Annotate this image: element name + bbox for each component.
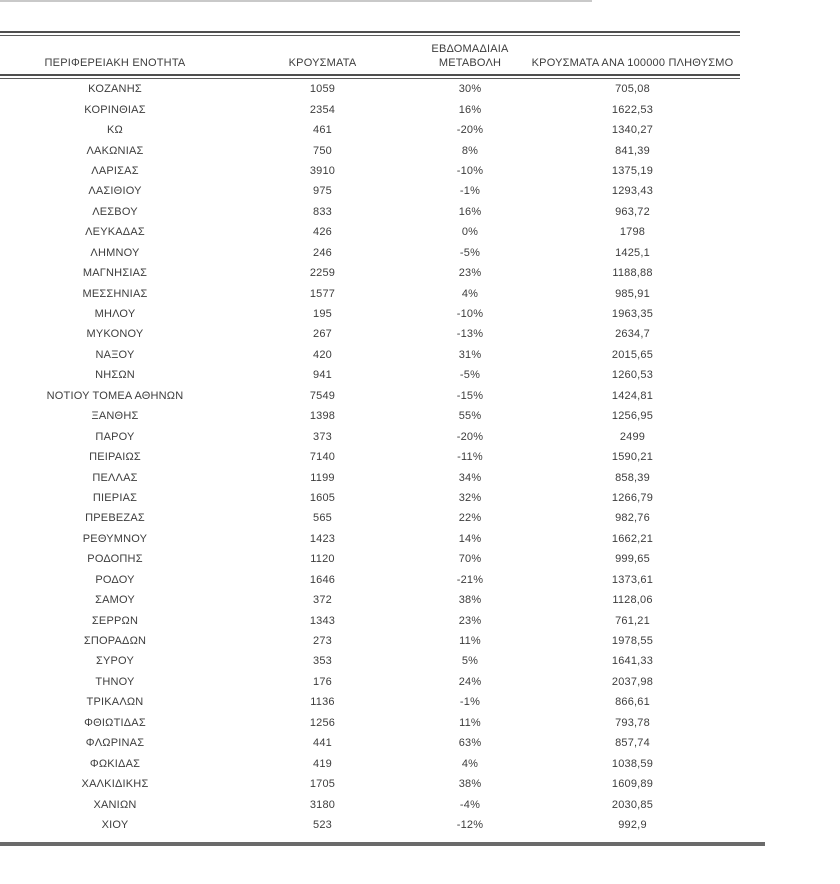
region-cell: ΝΗΣΩΝ bbox=[95, 369, 135, 382]
cases-cell: 1423 bbox=[309, 532, 336, 545]
table-bottom-rule bbox=[0, 842, 765, 846]
region-cell: ΚΟΖΑΝΗΣ bbox=[88, 83, 142, 96]
cases-cell: 1398 bbox=[309, 410, 336, 423]
cases-per-100k-cell: 866,61 bbox=[615, 696, 650, 709]
cases-cell: 426 bbox=[313, 226, 332, 239]
cases-per-100k-cell: 1978,55 bbox=[611, 635, 654, 648]
cases-per-100k-cell: 2015,65 bbox=[611, 348, 654, 361]
cases-cell: 1605 bbox=[309, 491, 336, 504]
table-row bbox=[0, 283, 740, 303]
cases-per-100k-cell: 982,76 bbox=[615, 512, 650, 525]
table-row bbox=[0, 79, 740, 99]
weekly-change-cell: -21% bbox=[456, 573, 484, 586]
region-cell: ΧΙΟΥ bbox=[101, 818, 129, 831]
table-row bbox=[0, 263, 740, 283]
cases-per-100k-cell: 1425,1 bbox=[615, 246, 650, 259]
cases-per-100k-cell: 1038,59 bbox=[611, 757, 654, 770]
cases-cell: 195 bbox=[313, 308, 332, 321]
weekly-change-cell: 11% bbox=[459, 635, 481, 648]
region-cell: ΜΕΣΣΗΝΙΑΣ bbox=[82, 287, 148, 300]
cases-cell: 975 bbox=[313, 185, 332, 198]
cases-per-100k-cell: 999,65 bbox=[615, 553, 650, 566]
cases-cell: 1120 bbox=[310, 553, 335, 566]
table-row bbox=[0, 672, 740, 692]
region-cell: ΝΑΞΟΥ bbox=[95, 348, 135, 361]
table-row bbox=[0, 570, 740, 590]
weekly-change-cell: -10% bbox=[456, 164, 484, 177]
table-row bbox=[0, 161, 740, 181]
region-cell: ΜΗΛΟΥ bbox=[94, 308, 136, 321]
cases-cell: 1577 bbox=[309, 287, 336, 300]
table-row bbox=[0, 120, 740, 140]
cases-per-100k-cell: 1260,53 bbox=[611, 369, 654, 382]
weekly-change-cell: -4% bbox=[459, 798, 481, 811]
cases-per-100k-cell: 2499 bbox=[619, 430, 646, 443]
cases-cell: 353 bbox=[313, 655, 332, 668]
table-row bbox=[0, 202, 740, 222]
weekly-change-cell: 31% bbox=[458, 348, 482, 361]
cases-cell: 1343 bbox=[309, 614, 336, 627]
cases-cell: 833 bbox=[313, 205, 332, 218]
weekly-change-cell: 4% bbox=[461, 757, 479, 770]
weekly-change-cell: 55% bbox=[458, 410, 482, 423]
top-edge-crop-line bbox=[0, 0, 592, 2]
cases-cell: 7549 bbox=[309, 389, 336, 402]
weekly-change-cell: 38% bbox=[458, 778, 482, 791]
cases-per-100k-cell: 1375,19 bbox=[611, 164, 654, 177]
region-cell: ΤΗΝΟΥ bbox=[95, 675, 135, 688]
cases-per-100k-cell: 1188,88 bbox=[612, 267, 653, 280]
region-cell: ΠΕΛΛΑΣ bbox=[92, 471, 138, 484]
table-row bbox=[0, 610, 740, 630]
weekly-change-cell: -15% bbox=[456, 389, 484, 402]
table-row bbox=[0, 386, 740, 406]
cases-cell: 1256 bbox=[309, 716, 336, 729]
table-row bbox=[0, 733, 740, 753]
table-row bbox=[0, 488, 740, 508]
table-row bbox=[0, 365, 740, 385]
cases-per-100k-cell: 857,74 bbox=[615, 737, 650, 750]
cases-per-100k-cell: 841,39 bbox=[615, 144, 650, 157]
weekly-change-cell: 5% bbox=[461, 655, 479, 668]
region-cell: ΤΡΙΚΑΛΩΝ bbox=[86, 696, 144, 709]
table-row bbox=[0, 529, 740, 549]
weekly-change-cell: 30% bbox=[458, 83, 482, 96]
weekly-change-cell: 34% bbox=[458, 471, 482, 484]
cases-cell: 419 bbox=[313, 757, 332, 770]
cases-per-100k-cell: 793,78 bbox=[615, 716, 650, 729]
cases-per-100k-cell: 1293,43 bbox=[611, 185, 654, 198]
cases-cell: 1136 bbox=[310, 696, 335, 709]
column-header-cases-per-100k: ΚΡΟΥΣΜΑΤΑ ΑΝΑ 100000 ΠΛΗΘΥΣΜΟ bbox=[531, 57, 734, 69]
weekly-change-cell: -13% bbox=[456, 328, 484, 341]
cases-cell: 3180 bbox=[309, 798, 336, 811]
region-cell: ΦΘΙΩΤΙΔΑΣ bbox=[84, 716, 146, 729]
cases-cell: 565 bbox=[313, 512, 332, 525]
region-cell: ΛΕΣΒΟΥ bbox=[92, 205, 138, 218]
cases-per-100k-cell: 963,72 bbox=[615, 205, 650, 218]
region-cell: ΛΑΡΙΣΑΣ bbox=[91, 164, 139, 177]
weekly-change-cell: 24% bbox=[458, 675, 482, 688]
weekly-change-cell: 8% bbox=[461, 144, 479, 157]
region-cell: ΞΑΝΘΗΣ bbox=[91, 410, 139, 423]
table-row bbox=[0, 651, 740, 671]
region-cell: ΠΡΕΒΕΖΑΣ bbox=[85, 512, 145, 525]
cases-cell: 941 bbox=[313, 369, 332, 382]
weekly-change-cell: 14% bbox=[458, 532, 482, 545]
weekly-change-cell: -1% bbox=[459, 185, 481, 198]
cases-per-100k-cell: 1609,89 bbox=[611, 778, 654, 791]
cases-cell: 523 bbox=[313, 818, 332, 831]
cases-per-100k-cell: 992,9 bbox=[618, 818, 647, 831]
region-cell: ΣΕΡΡΩΝ bbox=[91, 614, 139, 627]
table-row bbox=[0, 753, 740, 773]
cases-cell: 1705 bbox=[309, 778, 336, 791]
region-cell: ΛΑΚΩΝΙΑΣ bbox=[86, 144, 144, 157]
table-row bbox=[0, 692, 740, 712]
cases-per-100k-cell: 1590,21 bbox=[611, 451, 654, 464]
region-cell: ΛΗΜΝΟΥ bbox=[90, 246, 140, 259]
weekly-change-cell: 70% bbox=[458, 553, 482, 566]
region-cell: ΧΑΝΙΩΝ bbox=[93, 798, 137, 811]
table-row bbox=[0, 140, 740, 160]
cases-cell: 373 bbox=[313, 430, 332, 443]
cases-per-100k-cell: 1424,81 bbox=[611, 389, 654, 402]
region-cell: ΝΟΤΙΟΥ ΤΟΜΕΑ ΑΘΗΝΩΝ bbox=[46, 389, 184, 402]
region-cell: ΦΛΩΡΙΝΑΣ bbox=[85, 737, 145, 750]
cases-per-100k-cell: 2030,85 bbox=[611, 798, 654, 811]
region-cell: ΣΠΟΡΑΔΩΝ bbox=[83, 635, 147, 648]
weekly-change-cell: 22% bbox=[458, 512, 482, 525]
weekly-change-cell: -11% bbox=[457, 451, 483, 464]
cases-per-100k-cell: 1641,33 bbox=[611, 655, 654, 668]
table-header-row bbox=[0, 36, 740, 74]
region-cell: ΛΑΣΙΘΙΟΥ bbox=[88, 185, 142, 198]
table-row bbox=[0, 345, 740, 365]
weekly-change-cell: -20% bbox=[456, 124, 484, 137]
cases-cell: 7140 bbox=[309, 451, 336, 464]
region-cell: ΡΕΘΥΜΝΟΥ bbox=[82, 532, 148, 545]
cases-cell: 461 bbox=[313, 124, 332, 137]
weekly-change-cell: 11% bbox=[459, 716, 481, 729]
table-row bbox=[0, 304, 740, 324]
weekly-change-cell: -5% bbox=[459, 369, 481, 382]
weekly-change-cell: 23% bbox=[458, 614, 482, 627]
table-row bbox=[0, 181, 740, 201]
table-row bbox=[0, 713, 740, 733]
table-row bbox=[0, 447, 740, 467]
weekly-change-cell: 32% bbox=[458, 491, 482, 504]
weekly-change-cell: 23% bbox=[458, 267, 482, 280]
cases-per-100k-cell: 705,08 bbox=[615, 83, 650, 96]
weekly-change-cell: 0% bbox=[461, 226, 479, 239]
table-row bbox=[0, 631, 740, 651]
weekly-change-cell: 38% bbox=[458, 594, 482, 607]
cases-cell: 273 bbox=[313, 635, 332, 648]
table-row bbox=[0, 243, 740, 263]
table-row bbox=[0, 99, 740, 119]
cases-cell: 1646 bbox=[309, 573, 336, 586]
table-row bbox=[0, 467, 740, 487]
region-cell: ΦΩΚΙΔΑΣ bbox=[89, 757, 141, 770]
cases-per-100k-cell: 2634,7 bbox=[615, 328, 650, 341]
table-rows bbox=[0, 79, 740, 835]
region-cell: ΠΑΡΟΥ bbox=[95, 430, 135, 443]
region-cell: ΣΥΡΟΥ bbox=[95, 655, 134, 668]
cases-cell: 441 bbox=[313, 737, 332, 750]
region-cell: ΜΥΚΟΝΟΥ bbox=[86, 328, 144, 341]
weekly-change-cell: -10% bbox=[456, 308, 484, 321]
cases-per-100k-cell: 1373,61 bbox=[611, 573, 654, 586]
weekly-change-cell: 63% bbox=[458, 737, 482, 750]
cases-per-100k-cell: 1963,35 bbox=[611, 308, 654, 321]
table-row bbox=[0, 815, 740, 835]
table-row bbox=[0, 324, 740, 344]
cases-cell: 176 bbox=[313, 675, 332, 688]
region-cell: ΛΕΥΚΑΔΑΣ bbox=[85, 226, 145, 239]
weekly-change-cell: -1% bbox=[459, 696, 481, 709]
weekly-change-cell: -12% bbox=[456, 818, 484, 831]
weekly-change-cell: 4% bbox=[461, 287, 479, 300]
region-cell: ΣΑΜΟΥ bbox=[95, 594, 135, 607]
cases-cell: 420 bbox=[313, 348, 332, 361]
cases-per-100k-cell: 1266,79 bbox=[611, 491, 654, 504]
cases-per-100k-cell: 1798 bbox=[619, 226, 646, 239]
cases-cell: 267 bbox=[313, 328, 332, 341]
table-row bbox=[0, 222, 740, 242]
regional-cases-table bbox=[0, 31, 740, 846]
weekly-change-cell: -5% bbox=[459, 246, 481, 259]
cases-per-100k-cell: 761,21 bbox=[615, 614, 650, 627]
cases-cell: 3910 bbox=[309, 164, 336, 177]
region-cell: ΚΟΡΙΝΘΙΑΣ bbox=[84, 103, 146, 116]
region-cell: ΚΩ bbox=[107, 124, 123, 137]
cases-per-100k-cell: 858,39 bbox=[615, 471, 650, 484]
region-cell: ΡΟΔΟΠΗΣ bbox=[87, 553, 143, 566]
table-row bbox=[0, 426, 740, 446]
cases-cell: 750 bbox=[313, 144, 332, 157]
cases-per-100k-cell: 1256,95 bbox=[611, 410, 654, 423]
cases-cell: 246 bbox=[313, 246, 332, 259]
cases-per-100k-cell: 1340,27 bbox=[611, 124, 654, 137]
table-row bbox=[0, 794, 740, 814]
region-cell: ΠΙΕΡΙΑΣ bbox=[92, 491, 138, 504]
cases-per-100k-cell: 1622,53 bbox=[611, 103, 654, 116]
table-row bbox=[0, 774, 740, 794]
cases-cell: 2259 bbox=[309, 267, 336, 280]
weekly-change-cell: 16% bbox=[458, 205, 482, 218]
cases-per-100k-cell: 985,91 bbox=[615, 287, 650, 300]
table-row bbox=[0, 590, 740, 610]
cases-cell: 372 bbox=[313, 594, 332, 607]
column-header-cases: ΚΡΟΥΣΜΑΤΑ bbox=[288, 57, 357, 69]
table-row bbox=[0, 508, 740, 528]
cases-per-100k-cell: 1128,06 bbox=[612, 594, 653, 607]
cases-cell: 2354 bbox=[309, 103, 336, 116]
weekly-change-cell: 16% bbox=[458, 103, 482, 116]
cases-per-100k-cell: 1662,21 bbox=[611, 532, 654, 545]
cases-per-100k-cell: 2037,98 bbox=[611, 675, 654, 688]
region-cell: ΠΕΙΡΑΙΩΣ bbox=[89, 451, 141, 464]
weekly-change-cell: -20% bbox=[456, 430, 484, 443]
table-row bbox=[0, 406, 740, 426]
column-header-weekly-change: ΕΒΔΟΜΑΔΙΑΙΑ ΜΕΤΑΒΟΛΗ bbox=[431, 43, 509, 69]
cases-cell: 1059 bbox=[309, 83, 336, 96]
column-header-region: ΠΕΡΙΦΕΡΕΙΑΚΗ ΕΝΟΤΗΤΑ bbox=[44, 57, 186, 69]
region-cell: ΧΑΛΚΙΔΙΚΗΣ bbox=[81, 778, 149, 791]
region-cell: ΜΑΓΝΗΣΙΑΣ bbox=[82, 267, 148, 280]
region-cell: ΡΟΔΟΥ bbox=[95, 573, 135, 586]
table-row bbox=[0, 549, 740, 569]
cases-cell: 1199 bbox=[310, 471, 335, 484]
